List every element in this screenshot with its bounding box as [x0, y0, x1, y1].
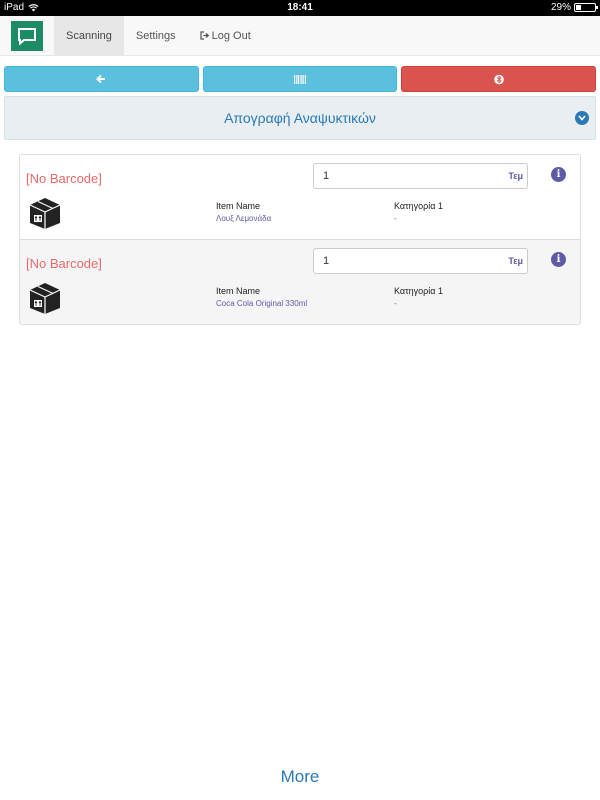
battery-percent: 29% [550, 2, 571, 13]
package-box-icon [26, 280, 64, 316]
quantity-input[interactable] [313, 248, 528, 274]
item-name-value: Λουξ Λεμονάδα [216, 214, 272, 223]
quantity-unit: Τεμ [508, 256, 523, 266]
list-item [20, 240, 580, 324]
chevron-down-icon[interactable] [575, 111, 589, 125]
tab-log-out[interactable] [188, 16, 263, 55]
package-box-icon [26, 195, 64, 231]
tab-scanning[interactable] [54, 16, 124, 55]
sign-out-icon [200, 31, 210, 40]
tab-settings[interactable] [124, 16, 188, 55]
item-name-label: Item Name [216, 286, 261, 296]
list-item [20, 155, 580, 240]
category-label: Κατηγορία 1 [394, 201, 443, 211]
item-list [19, 154, 581, 325]
back-button[interactable] [4, 66, 199, 92]
barcode-icon [294, 75, 306, 84]
item-name-value: Coca Cola Original 330ml [216, 299, 308, 308]
tab-settings-label: Settings [135, 29, 176, 42]
item-name-label: Item Name [216, 201, 261, 211]
device-name: iPad [4, 2, 25, 13]
category-value: - [394, 299, 397, 308]
top-navbar [0, 16, 600, 56]
action-toolbar [0, 56, 600, 92]
bluetooth-button[interactable] [401, 66, 596, 92]
category-label: Κατηγορία 1 [394, 286, 443, 296]
arrow-left-icon [96, 74, 106, 84]
item-barcode: [No Barcode] [26, 256, 102, 271]
info-icon[interactable]: i [551, 252, 566, 267]
bluetooth-icon [494, 74, 504, 85]
tab-scanning-label: Scanning [66, 29, 112, 42]
app-logo[interactable] [0, 16, 54, 55]
quantity-input[interactable] [313, 163, 528, 189]
quantity-value: 1 [323, 255, 330, 267]
status-time: 18:41 [287, 2, 313, 13]
tab-log-out-label: Log Out [211, 29, 251, 42]
quantity-unit: Τεμ [508, 171, 523, 181]
quantity-value: 1 [323, 170, 330, 182]
info-icon[interactable]: i [551, 167, 566, 182]
scan-barcode-button[interactable] [203, 66, 398, 92]
more-link[interactable]: More [280, 767, 320, 786]
item-barcode: [No Barcode] [26, 171, 102, 186]
status-bar [0, 0, 600, 16]
category-value: - [394, 214, 397, 223]
panel-title: Απογραφή Αναψυκτικών [224, 110, 376, 126]
battery-icon [574, 3, 596, 12]
inventory-panel-header[interactable] [4, 96, 596, 140]
speech-bubble-icon [17, 27, 37, 45]
